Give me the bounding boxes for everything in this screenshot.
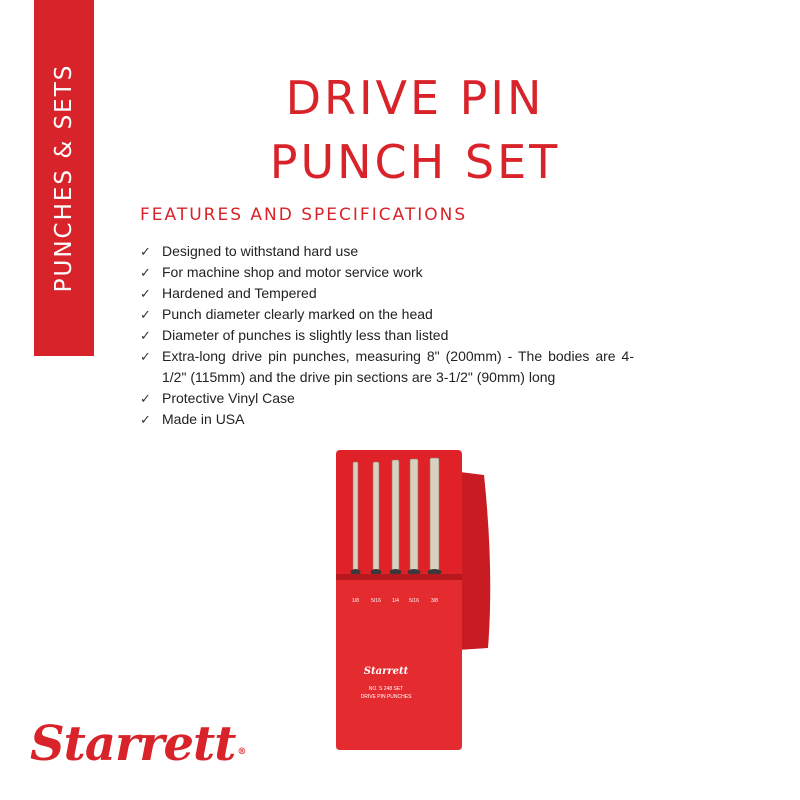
feature-item (140, 388, 634, 409)
feature-text: Punch diameter clearly marked on the head (162, 306, 433, 322)
size-label: 1/4 (392, 598, 399, 604)
check-icon: ✓ (140, 286, 151, 301)
features-list (140, 241, 634, 430)
check-icon: ✓ (140, 265, 151, 280)
case-set-number: NO. S 248 SET (368, 686, 404, 692)
logo-text: Starrett (30, 716, 236, 772)
page-title-line-2: PUNCH SET (269, 135, 561, 189)
side-banner-label: PUNCHES & SETS (51, 63, 77, 293)
feature-text: For machine shop and motor service work (162, 264, 423, 280)
registered-mark: ® (237, 747, 246, 757)
punch-5 (430, 458, 439, 574)
page-title-line-1: DRIVE PIN (285, 71, 545, 125)
feature-item (140, 346, 634, 388)
features-heading: FEATURES AND SPECIFICATIONS (140, 205, 468, 225)
feature-item (140, 283, 634, 304)
punch-2 (373, 462, 379, 574)
check-icon: ✓ (140, 391, 151, 406)
size-label: 5/16 (409, 598, 419, 604)
case-label: DRIVE PIN PUNCHES (360, 694, 412, 700)
side-banner (34, 0, 94, 356)
check-icon: ✓ (140, 349, 151, 364)
feature-text: Designed to withstand hard use (162, 243, 359, 259)
feature-item (140, 325, 634, 346)
check-icon: ✓ (140, 244, 151, 259)
check-icon: ✓ (140, 412, 151, 427)
feature-text: Hardened and Tempered (162, 285, 317, 301)
size-label: 3/8 (431, 598, 438, 604)
feature-item (140, 409, 634, 430)
feature-text: Extra-long drive pin punches, measuring 8" (200mm) - The bodies are 4-1/2" (115mm) and the drive pin sections are 3-1/2" (90mm) long (162, 348, 634, 385)
feature-text: Diameter of punches is slightly less than listed (162, 327, 449, 343)
feature-item (140, 304, 634, 325)
feature-item (140, 241, 634, 262)
punch-4 (410, 459, 418, 574)
size-label: 5/16 (371, 598, 381, 604)
punch-3 (392, 460, 399, 574)
feature-item (140, 262, 634, 283)
punch-1 (353, 462, 358, 574)
check-icon: ✓ (140, 307, 151, 322)
check-icon: ✓ (140, 328, 151, 343)
starrett-logo (30, 716, 246, 772)
feature-text: Protective Vinyl Case (162, 390, 295, 406)
feature-text: Made in USA (162, 411, 245, 427)
product-image (336, 450, 494, 750)
case-brand: Starrett (363, 666, 409, 677)
size-label: 1/8 (352, 598, 359, 604)
